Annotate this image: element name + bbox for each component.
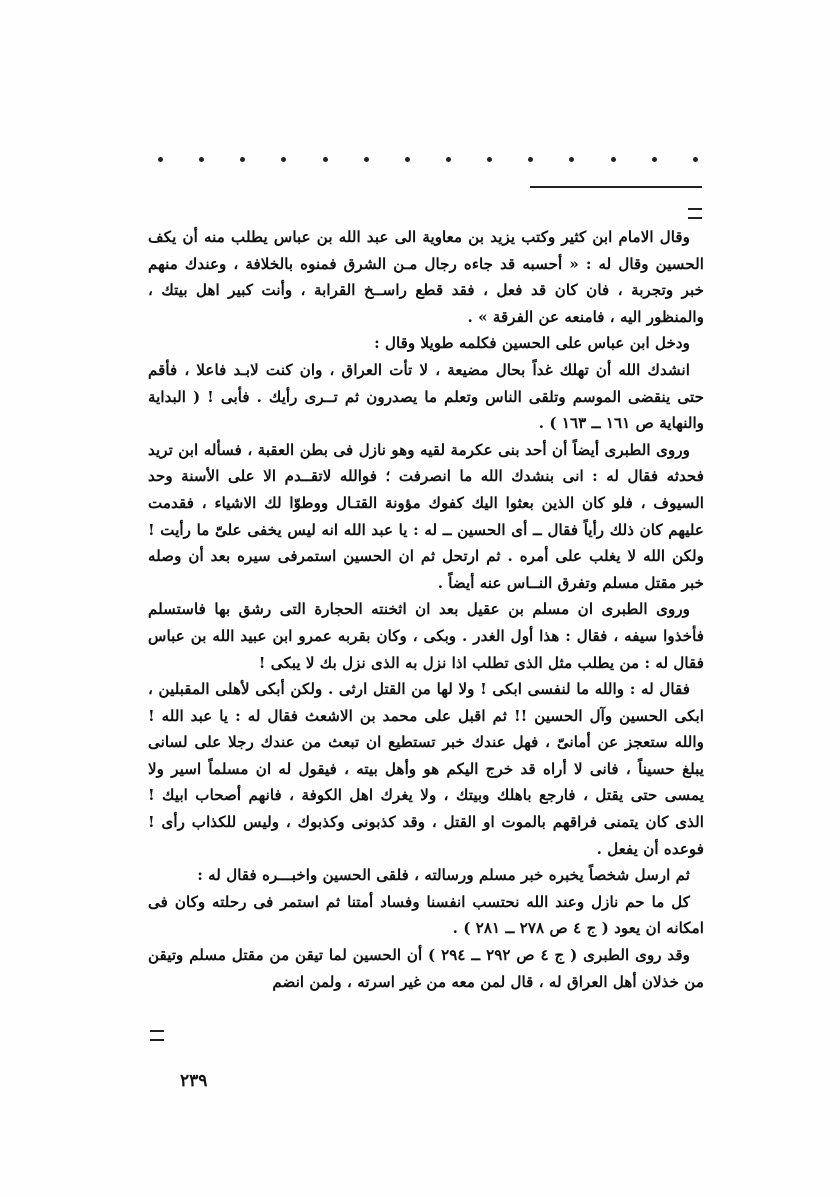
ornament-dot (240, 157, 245, 162)
ornament-dot (446, 157, 451, 162)
ornament-dot (158, 157, 163, 162)
paragraph: وقال الامام ابن كثير وكتب يزيد بن معاوية الى عبد الله بن عباس يطلب منه أن يكف الحسين وقال له : « أحسبه قد جاءه رجال مـن الشرق فمنوه بالخلافة ، وعندك منهم خبر وتجربة ، فان كان قد فعل ، فقد قطع راســخ القرابة ، وأنت كبير اهل بيتك ، والمنظور اليه ، فامنعه عن الفرقة » . (148, 228, 704, 326)
ornament-dot (364, 157, 369, 162)
paragraph: وروى الطبرى أيضاً أن أحد بنى عكرمة لقيه وهو نازل فى بطن العقبة ، فسأله ابن تريد فحدثه فقال له : انى بنشدك الله ما انصرفت ؛ فوالله لاتقــدم الا على الأسنة وحد السيوف ، فلو كان الذين بعثوا اليك كفوك مؤونة القتـال ووطوّا لك الاشياء ، فقدمت عليهم كان ذلك رأياً فقال ــ أى الحسين ــ له : يا عبد الله انه ليس يخفى علىّ ما رأيت ! ولكن الله لا يغلب على أمره . ثم ارتحل ثم ان الحسين استمرفى سيره بعد أن وصله خبر مقتل مسلم وتفرق النــاس عنه أيضاً . (148, 440, 704, 592)
ornament-dot (199, 157, 204, 162)
body-text (148, 224, 704, 995)
paragraph: وروى الطبرى ان مسلم بن عقيل بعد ان اثخنته الحجارة التى رشق بها فاستسلم فأخذوا سيفه ، فقال : هذا أول الغدر . وبكى ، وكان بقربه عمرو ابن عبيد الله بن عباس فقال له : من يطلب مثل الذى تطلب اذا نزل به الذى نزل بك لا يبكى ! (148, 600, 704, 672)
ornament-dot (611, 157, 616, 162)
ornamental-dot-row (158, 157, 698, 162)
paragraph: وقد روى الطبرى ( ج ٤ ص ٢٩٢ ــ ٢٩٤ ) أن الحسين لما تيقن من مقتل مسلم وتيقن من خذلان أهل العراق له ، قال لمن معه من غير اسرته ، ولمن انضم (148, 946, 704, 991)
ornament-dot (569, 157, 574, 162)
ornament-dot (528, 157, 533, 162)
ornament-dot (652, 157, 657, 162)
continuation-mark-top (688, 208, 702, 219)
paragraph: انشدك الله أن تهلك غداً بحال مضيعة ، لا تأت العراق ، وان كنت لابـد فاعلا ، فأقم حتى ينقضى الموسم وتلقى الناس وتعلم ما يصدرون ثم تــرى رأيك . فأبى ! ( البداية والنهاية ص ١٦١ ــ ١٦٣ ) . (148, 360, 704, 433)
continuation-mark-bottom (150, 1030, 164, 1041)
paragraph: ثم ارسل شخصاً يخبره خبر مسلم ورسالته ، فلقى الحسين واخبـــره فقال له : (197, 866, 690, 885)
paragraph: كل ما حم نازل وعند الله نحتسب انفسنا وفساد أمتنا ثم استمر فى رحلته وكان فى امكانه ان يعود ( ج ٤ ص ٢٧٨ ــ ٢٨١ ) . (148, 892, 704, 938)
page-number: ٢٣٩ (180, 1071, 208, 1091)
paragraph: ودخل ابن عباس على الحسين فكلمه طويلا وقال : (374, 334, 690, 353)
paragraph: فقال له : والله ما لنفسى ابكى ! ولا لها من القتل ارثى . ولكن أبكى لأهلى المقبلين ، ابكى الحسين وآل الحسين !! ثم اقبل على محمد بن الاشعث فقال له : يا عبد الله ! والله ستعجز عن أمانىّ ، فهل عندك خبر تستطيع ان تبعث من عندك رجلا على لسانى يبلغ حسيناً ، فانى لا أراه قد خرج اليكم هو وأهل بيته ، فيقول له ان مسلماً اسير ولا يمسى حتى يقتل ، فارجع باهلك وبيتك ، ولا يغرك اهل الكوفة ، فانهم أصحاب ابيك ! الذى كان يتمنى فراقهم بالموت او القتل ، وقد كذبونى وكذبوك ، وليس للكذاب رأى ! فوعده أن يفعل . (148, 680, 704, 858)
ornament-dot (405, 157, 410, 162)
header-rule (530, 186, 702, 188)
ornament-dot (487, 157, 492, 162)
ornament-dot (323, 157, 328, 162)
ornament-dot (281, 157, 286, 162)
ornament-dot (693, 157, 698, 162)
